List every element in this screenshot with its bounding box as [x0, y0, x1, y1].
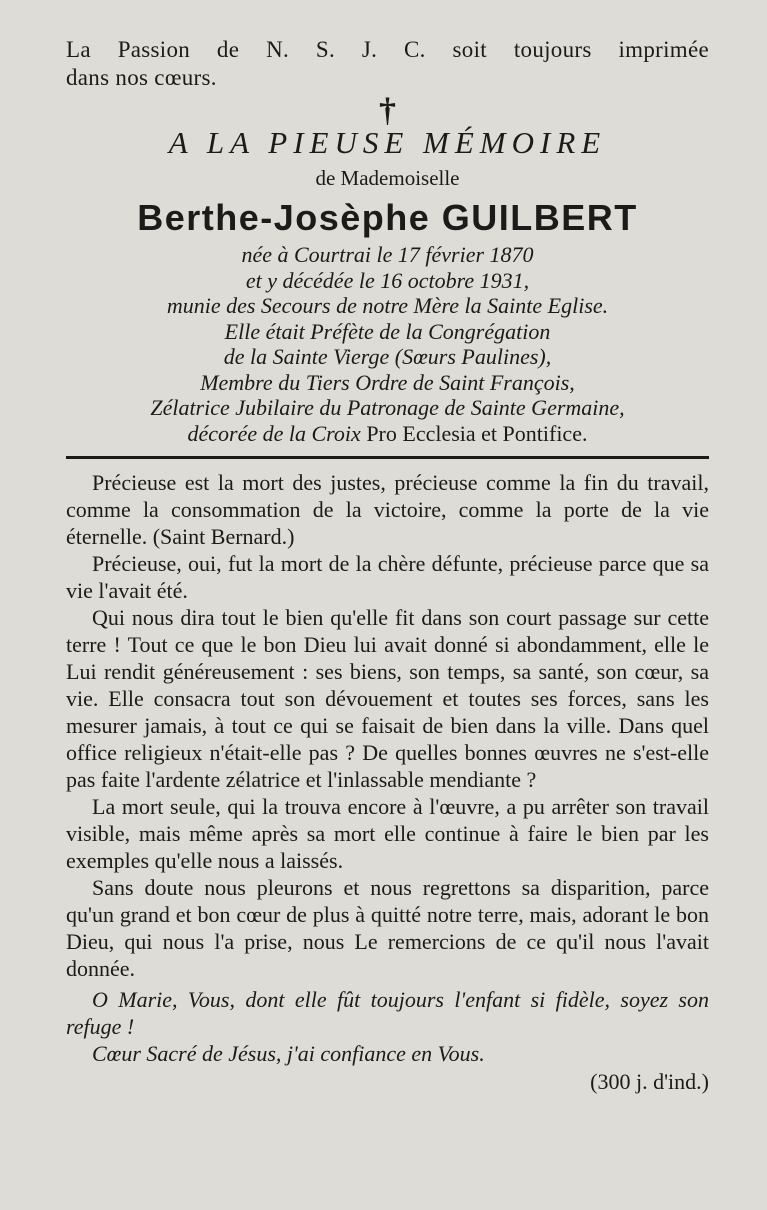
- bio-decoration: décorée de la Croix: [187, 420, 367, 446]
- eulogy: [66, 469, 709, 982]
- eulogy-paragraph: Précieuse est la mort des justes, précieuse comme la fin du travail, comme la consommation de la victoire, comme la porte de la vie éternelle. (Saint Bernard.): [66, 470, 709, 549]
- cross-icon: †: [379, 92, 396, 129]
- eulogy-paragraph: Qui nous dira tout le bien qu'elle fit dans son court passage sur cette terre ! Tout ce que le bon Dieu lui avait donné si abondamment, elle le Lui rendit généreusement : ses biens, son temps, sa santé, son cœur, sa vie. Elle consacra tout son dévouement et toutes ses forces, sans les mesurer jamais, à tout ce qui se faisait de bien dans la ville. Dans quel office religieux n'était-elle pas ? De quelles bonnes œuvres ne s'est-elle pas faite l'ardente zélatrice et l'inlassable mendiante ?: [66, 605, 709, 792]
- indulgence-note: (300 j. d'ind.): [590, 1069, 709, 1094]
- passion-line-2: dans nos cœurs.: [66, 65, 217, 90]
- eulogy-paragraph: Sans doute nous pleurons et nous regrettons sa disparition, parce qu'un grand et bon cœur de plus à quitté notre terre, mais, adorant le bon Dieu, qui nous l'a prise, nous Le remercions de ce qu'il nous l'avait donnée.: [66, 875, 709, 981]
- bio-line: et y décédée le 16 octobre 1931,: [245, 267, 530, 293]
- passion-line-1: La Passion de N. S. J. C. soit toujours imprimée: [66, 37, 709, 62]
- bio-line: [66, 421, 709, 447]
- bio-line: Membre du Tiers Ordre de Saint François,: [200, 369, 575, 395]
- bio-line: munie des Secours de notre Mère la Sainte Eglise.: [166, 293, 609, 318]
- passion-invocation: [66, 36, 709, 92]
- deceased-name: Berthe-Josèphe GUILBERT: [137, 197, 638, 238]
- divider: [66, 456, 709, 459]
- eulogy-paragraph: Précieuse, oui, fut la mort de la chère défunte, précieuse parce que sa vie l'avait été.: [66, 551, 709, 603]
- prayer-line: Cœur Sacré de Jésus, j'ai confiance en Vous.: [92, 1041, 485, 1066]
- prayer-line: O Marie, Vous, dont elle fût toujours l'enfant si fidèle, soyez son refuge !: [66, 987, 709, 1039]
- memorial-heading: A LA PIEUSE MÉMOIRE: [168, 125, 607, 160]
- bio-line: de la Sainte Vierge (Sœurs Paulines),: [223, 344, 552, 369]
- de-mademoiselle: de Mademoiselle: [315, 166, 460, 190]
- bio-decoration-name: Pro Ecclesia et Pontifice.: [366, 420, 588, 446]
- biography: [66, 242, 709, 446]
- bio-line: Zélatrice Jubilaire du Patronage de Sainte Germaine,: [150, 395, 625, 420]
- prayer: [66, 986, 709, 1067]
- bio-line: Elle était Préfète de la Congrégation: [224, 318, 551, 344]
- bio-line: née à Courtrai le 17 février 1870: [241, 242, 534, 267]
- eulogy-paragraph: La mort seule, qui la trouva encore à l'œuvre, a pu arrêter son travail visible, mais même après sa mort elle continue à faire le bien par les exemples qu'elle nous a laissés.: [66, 794, 709, 873]
